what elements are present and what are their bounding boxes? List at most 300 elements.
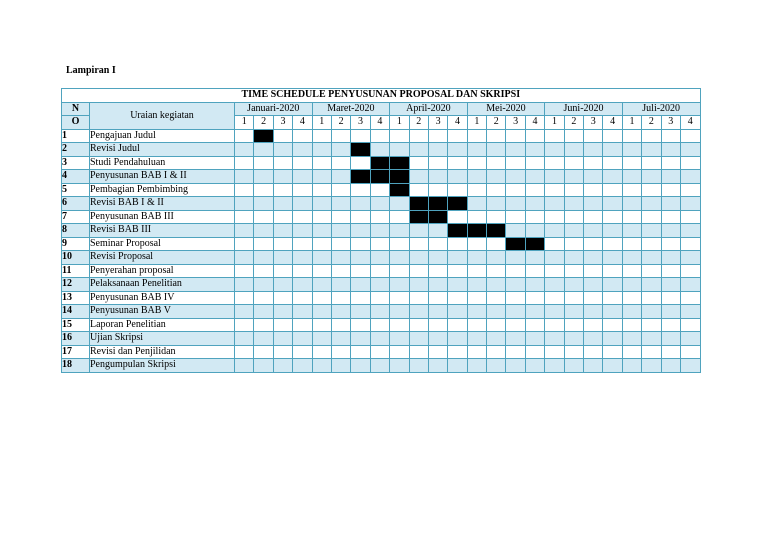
task-name: Ujian Skripsi: [90, 332, 235, 346]
table-row: [62, 170, 701, 184]
schedule-cell: [312, 345, 331, 359]
schedule-cell: [390, 129, 409, 143]
schedule-cell: [273, 359, 292, 373]
schedule-cell: [545, 143, 564, 157]
week-header: 4: [525, 116, 544, 130]
schedule-cell: [467, 332, 486, 346]
schedule-cell-filled: [448, 224, 467, 238]
schedule-cell: [235, 359, 254, 373]
schedule-cell: [312, 210, 331, 224]
schedule-cell: [235, 278, 254, 292]
schedule-cell: [312, 291, 331, 305]
schedule-cell: [680, 291, 700, 305]
task-name: Seminar Proposal: [90, 237, 235, 251]
schedule-cell: [506, 251, 525, 265]
schedule-cell: [661, 278, 680, 292]
schedule-cell-filled: [370, 170, 389, 184]
schedule-cell: [622, 224, 641, 238]
schedule-cell: [390, 359, 409, 373]
schedule-cell: [331, 183, 350, 197]
schedule-cell: [525, 143, 544, 157]
task-name: Penyusunan BAB IV: [90, 291, 235, 305]
schedule-cell: [564, 251, 583, 265]
schedule-cell: [506, 332, 525, 346]
schedule-cell: [273, 318, 292, 332]
schedule-cell: [622, 278, 641, 292]
schedule-cell: [584, 237, 603, 251]
schedule-cell: [351, 210, 370, 224]
schedule-cell: [409, 183, 428, 197]
schedule-cell: [642, 143, 661, 157]
schedule-cell: [642, 237, 661, 251]
schedule-cell: [351, 264, 370, 278]
schedule-cell: [273, 210, 292, 224]
schedule-cell: [409, 129, 428, 143]
schedule-cell: [525, 170, 544, 184]
schedule-cell: [390, 143, 409, 157]
schedule-cell: [622, 345, 641, 359]
schedule-cell: [351, 156, 370, 170]
schedule-cell: [487, 210, 506, 224]
schedule-cell: [254, 332, 273, 346]
schedule-cell: [642, 318, 661, 332]
schedule-cell: [428, 129, 447, 143]
schedule-cell: [370, 210, 389, 224]
schedule-cell: [506, 170, 525, 184]
schedule-cell: [680, 264, 700, 278]
schedule-cell: [409, 318, 428, 332]
schedule-cell: [409, 305, 428, 319]
schedule-cell: [661, 305, 680, 319]
schedule-cell: [525, 359, 544, 373]
schedule-cell: [448, 345, 467, 359]
schedule-cell: [390, 251, 409, 265]
schedule-cell: [525, 345, 544, 359]
schedule-cell: [545, 170, 564, 184]
task-name: Penyusunan BAB V: [90, 305, 235, 319]
schedule-cell: [680, 237, 700, 251]
schedule-cell: [622, 129, 641, 143]
schedule-cell: [661, 183, 680, 197]
schedule-cell: [545, 197, 564, 211]
row-number: 7: [62, 210, 90, 224]
schedule-cell: [603, 170, 622, 184]
schedule-cell: [506, 143, 525, 157]
schedule-cell: [235, 251, 254, 265]
schedule-cell: [254, 170, 273, 184]
table-row: [62, 332, 701, 346]
schedule-cell: [545, 251, 564, 265]
schedule-cell: [487, 129, 506, 143]
schedule-cell: [428, 156, 447, 170]
schedule-cell: [661, 156, 680, 170]
schedule-cell: [661, 143, 680, 157]
schedule-cell: [680, 305, 700, 319]
schedule-cell: [428, 359, 447, 373]
schedule-cell: [312, 170, 331, 184]
schedule-cell: [545, 129, 564, 143]
month-header: Juli-2020: [622, 102, 700, 116]
schedule-cell-filled: [390, 156, 409, 170]
schedule-cell: [525, 332, 544, 346]
schedule-cell: [487, 291, 506, 305]
schedule-cell: [564, 237, 583, 251]
schedule-cell: [622, 156, 641, 170]
table-row: [62, 278, 701, 292]
schedule-cell: [331, 156, 350, 170]
schedule-cell: [661, 291, 680, 305]
schedule-cell: [584, 332, 603, 346]
schedule-cell: [331, 332, 350, 346]
schedule-cell: [642, 170, 661, 184]
schedule-cell: [370, 251, 389, 265]
schedule-cell: [273, 143, 292, 157]
task-name: Pengajuan Judul: [90, 129, 235, 143]
schedule-cell: [661, 345, 680, 359]
schedule-cell: [661, 170, 680, 184]
schedule-cell: [331, 345, 350, 359]
schedule-cell: [661, 332, 680, 346]
schedule-cell: [428, 291, 447, 305]
schedule-cell: [235, 305, 254, 319]
schedule-cell: [351, 318, 370, 332]
schedule-cell: [390, 237, 409, 251]
schedule-cell: [467, 345, 486, 359]
week-header: 1: [467, 116, 486, 130]
schedule-cell: [428, 345, 447, 359]
schedule-cell: [603, 129, 622, 143]
schedule-cell: [487, 318, 506, 332]
schedule-cell: [545, 359, 564, 373]
row-number: 4: [62, 170, 90, 184]
schedule-cell: [312, 318, 331, 332]
month-header: April-2020: [390, 102, 468, 116]
schedule-cell: [603, 143, 622, 157]
schedule-cell: [351, 129, 370, 143]
schedule-cell: [409, 224, 428, 238]
schedule-cell: [293, 183, 312, 197]
schedule-cell: [661, 251, 680, 265]
schedule-cell: [584, 197, 603, 211]
schedule-cell: [487, 359, 506, 373]
schedule-cell: [235, 129, 254, 143]
schedule-cell: [254, 197, 273, 211]
week-header: 1: [312, 116, 331, 130]
schedule-cell: [235, 183, 254, 197]
schedule-cell: [642, 345, 661, 359]
schedule-cell: [390, 264, 409, 278]
schedule-cell: [487, 156, 506, 170]
schedule-cell: [312, 264, 331, 278]
schedule-cell: [409, 237, 428, 251]
schedule-cell: [370, 305, 389, 319]
schedule-cell: [293, 359, 312, 373]
schedule-cell: [351, 251, 370, 265]
schedule-cell: [254, 359, 273, 373]
schedule-cell: [642, 305, 661, 319]
schedule-cell: [661, 318, 680, 332]
schedule-cell: [331, 224, 350, 238]
schedule-cell: [428, 264, 447, 278]
schedule-cell: [545, 332, 564, 346]
schedule-cell: [370, 264, 389, 278]
week-header: 2: [254, 116, 273, 130]
schedule-cell: [564, 197, 583, 211]
schedule-cell: [235, 291, 254, 305]
schedule-cell: [254, 318, 273, 332]
schedule-cell: [545, 210, 564, 224]
schedule-cell: [545, 183, 564, 197]
schedule-cell: [409, 332, 428, 346]
no-header-top: N: [62, 102, 90, 116]
schedule-cell: [448, 251, 467, 265]
schedule-cell: [351, 183, 370, 197]
table-row: [62, 156, 701, 170]
schedule-cell: [584, 318, 603, 332]
schedule-cell: [545, 318, 564, 332]
table-row: [62, 264, 701, 278]
schedule-cell: [428, 251, 447, 265]
row-number: 9: [62, 237, 90, 251]
schedule-cell-filled: [448, 197, 467, 211]
schedule-cell: [370, 291, 389, 305]
schedule-cell: [448, 129, 467, 143]
schedule-cell: [564, 143, 583, 157]
schedule-cell: [467, 305, 486, 319]
schedule-cell-filled: [525, 237, 544, 251]
table-row: [62, 345, 701, 359]
week-header: 2: [409, 116, 428, 130]
schedule-cell: [642, 210, 661, 224]
schedule-cell: [506, 359, 525, 373]
schedule-cell: [584, 170, 603, 184]
schedule-cell: [370, 345, 389, 359]
schedule-cell: [331, 237, 350, 251]
schedule-cell: [254, 183, 273, 197]
schedule-cell: [390, 197, 409, 211]
schedule-cell: [293, 305, 312, 319]
schedule-cell: [467, 143, 486, 157]
schedule-cell: [448, 210, 467, 224]
schedule-cell: [467, 264, 486, 278]
schedule-cell: [390, 345, 409, 359]
schedule-cell: [680, 345, 700, 359]
schedule-cell: [584, 224, 603, 238]
schedule-cell: [603, 156, 622, 170]
schedule-cell: [273, 345, 292, 359]
schedule-cell: [273, 129, 292, 143]
schedule-cell: [622, 318, 641, 332]
schedule-cell: [622, 210, 641, 224]
lampiran-label: Lampiran I: [66, 65, 116, 76]
schedule-cell: [448, 156, 467, 170]
title-row: [62, 89, 701, 103]
schedule-cell: [545, 224, 564, 238]
schedule-cell: [293, 332, 312, 346]
schedule-cell: [564, 156, 583, 170]
schedule-cell: [487, 143, 506, 157]
task-name: Revisi Proposal: [90, 251, 235, 265]
schedule-cell: [370, 183, 389, 197]
schedule-cell: [545, 264, 564, 278]
schedule-cell: [487, 278, 506, 292]
schedule-cell: [331, 305, 350, 319]
schedule-cell: [622, 332, 641, 346]
schedule-cell: [409, 359, 428, 373]
schedule-cell: [254, 156, 273, 170]
schedule-cell: [273, 332, 292, 346]
schedule-cell: [254, 278, 273, 292]
schedule-cell: [564, 359, 583, 373]
schedule-cell: [235, 264, 254, 278]
schedule-cell: [564, 170, 583, 184]
row-number: 6: [62, 197, 90, 211]
schedule-cell: [312, 278, 331, 292]
schedule-cell: [525, 129, 544, 143]
table-row: [62, 210, 701, 224]
schedule-cell: [564, 183, 583, 197]
time-schedule-table: [61, 88, 701, 373]
schedule-cell: [467, 156, 486, 170]
table-row: [62, 305, 701, 319]
schedule-cell: [487, 345, 506, 359]
schedule-cell: [487, 264, 506, 278]
schedule-cell: [487, 237, 506, 251]
schedule-cell: [525, 156, 544, 170]
schedule-cell: [545, 291, 564, 305]
schedule-cell: [680, 278, 700, 292]
schedule-cell: [409, 251, 428, 265]
schedule-cell: [273, 156, 292, 170]
schedule-cell: [293, 143, 312, 157]
month-header: Juni-2020: [545, 102, 623, 116]
schedule-cell: [448, 143, 467, 157]
schedule-cell: [487, 183, 506, 197]
schedule-cell: [622, 143, 641, 157]
schedule-cell: [331, 291, 350, 305]
week-header: 1: [545, 116, 564, 130]
schedule-cell: [428, 237, 447, 251]
schedule-cell: [293, 129, 312, 143]
schedule-cell: [409, 345, 428, 359]
schedule-cell: [642, 183, 661, 197]
schedule-cell: [293, 224, 312, 238]
schedule-cell: [293, 264, 312, 278]
schedule-cell: [390, 224, 409, 238]
schedule-cell: [642, 224, 661, 238]
schedule-cell-filled: [467, 224, 486, 238]
schedule-cell: [680, 170, 700, 184]
schedule-cell: [428, 224, 447, 238]
row-number: 11: [62, 264, 90, 278]
row-number: 12: [62, 278, 90, 292]
schedule-cell: [642, 278, 661, 292]
schedule-cell: [487, 332, 506, 346]
schedule-cell: [506, 305, 525, 319]
schedule-cell: [331, 129, 350, 143]
schedule-cell: [680, 332, 700, 346]
schedule-cell: [642, 359, 661, 373]
schedule-cell: [293, 251, 312, 265]
schedule-cell: [448, 305, 467, 319]
schedule-cell: [312, 143, 331, 157]
schedule-cell: [312, 129, 331, 143]
schedule-cell: [487, 251, 506, 265]
schedule-cell: [448, 264, 467, 278]
schedule-cell: [680, 318, 700, 332]
schedule-cell: [680, 129, 700, 143]
schedule-cell: [506, 156, 525, 170]
schedule-cell: [370, 318, 389, 332]
schedule-cell: [273, 237, 292, 251]
schedule-cell: [506, 197, 525, 211]
schedule-cell: [370, 224, 389, 238]
table-row: [62, 183, 701, 197]
schedule-cell: [312, 197, 331, 211]
week-header: 3: [428, 116, 447, 130]
schedule-cell: [584, 129, 603, 143]
schedule-cell: [680, 156, 700, 170]
schedule-cell: [680, 210, 700, 224]
schedule-cell: [622, 237, 641, 251]
schedule-cell: [564, 332, 583, 346]
schedule-cell: [273, 251, 292, 265]
schedule-cell: [390, 210, 409, 224]
row-number: 13: [62, 291, 90, 305]
schedule-cell: [370, 332, 389, 346]
schedule-cell: [525, 210, 544, 224]
schedule-cell: [506, 183, 525, 197]
table-row: [62, 359, 701, 373]
schedule-cell: [661, 129, 680, 143]
schedule-cell: [235, 224, 254, 238]
row-number: 14: [62, 305, 90, 319]
schedule-cell: [564, 278, 583, 292]
schedule-cell: [467, 251, 486, 265]
schedule-cell: [409, 264, 428, 278]
schedule-cell: [409, 143, 428, 157]
schedule-cell: [564, 264, 583, 278]
week-header: 3: [584, 116, 603, 130]
row-number: 17: [62, 345, 90, 359]
schedule-cell-filled: [254, 129, 273, 143]
schedule-cell: [603, 318, 622, 332]
schedule-cell: [331, 251, 350, 265]
schedule-cell-filled: [351, 170, 370, 184]
schedule-cell: [448, 359, 467, 373]
schedule-cell: [235, 156, 254, 170]
schedule-cell: [273, 170, 292, 184]
schedule-cell: [467, 210, 486, 224]
schedule-cell: [545, 345, 564, 359]
week-header: 2: [487, 116, 506, 130]
schedule-cell: [273, 305, 292, 319]
schedule-cell: [584, 156, 603, 170]
schedule-cell: [390, 305, 409, 319]
schedule-cell: [584, 291, 603, 305]
schedule-cell: [603, 237, 622, 251]
schedule-cell: [409, 170, 428, 184]
task-name: Pengumpulan Skripsi: [90, 359, 235, 373]
schedule-cell: [273, 183, 292, 197]
schedule-cell: [428, 305, 447, 319]
schedule-cell: [273, 264, 292, 278]
week-header: 2: [331, 116, 350, 130]
schedule-cell: [680, 251, 700, 265]
schedule-cell: [622, 264, 641, 278]
schedule-cell: [235, 345, 254, 359]
row-number: 8: [62, 224, 90, 238]
